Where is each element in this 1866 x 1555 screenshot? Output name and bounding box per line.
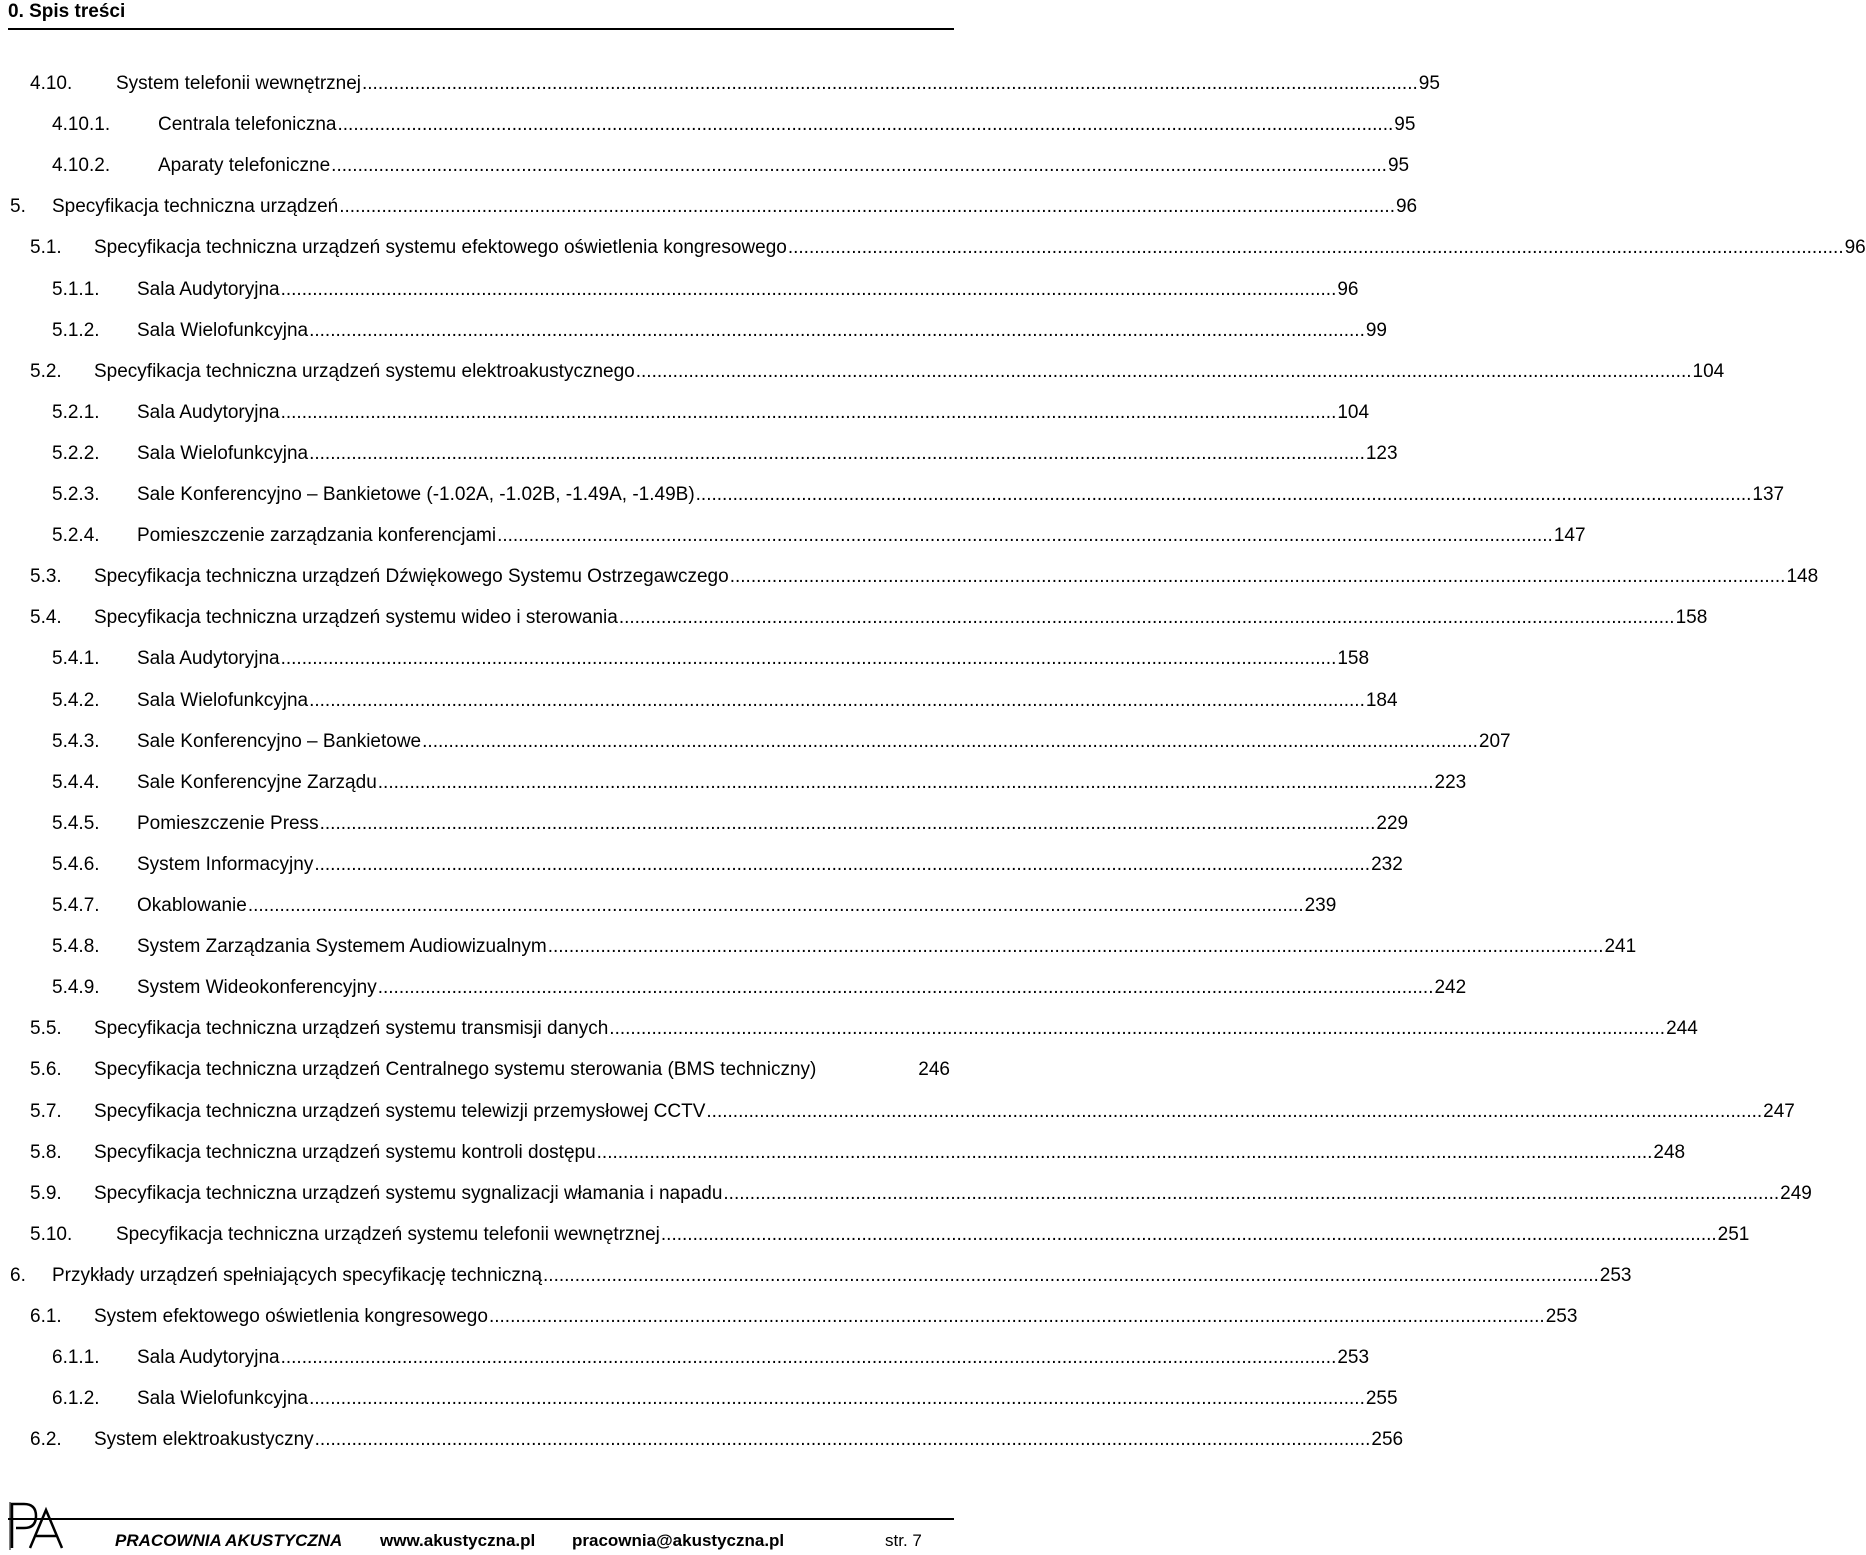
toc-dot-leader: ........................................................................................................................................................................................................ — [497, 525, 1553, 547]
toc-entry-page: 95 — [1394, 114, 1416, 136]
section-title: 0. Spis treści — [8, 1, 126, 22]
toc-entry[interactable] — [0, 1138, 1686, 1168]
toc-entry-title: Aparaty telefoniczne — [158, 155, 331, 177]
toc-entry-title: Specyfikacja techniczna urządzeń systemu telefonii wewnętrznej — [116, 1223, 660, 1245]
toc-entry-title: Sale Konferencyjne Zarządu — [137, 771, 377, 793]
toc-dot-leader: ........................................................................................................................................................................................................ — [488, 1306, 1545, 1327]
toc-entry[interactable] — [0, 439, 1398, 469]
toc-entry-title: Specyfikacja techniczna urządzeń Dźwiękowego Systemu Ostrzegawczego — [94, 566, 729, 588]
toc-entry-number: 5.9. — [30, 1182, 62, 1204]
toc-entry-number: 5.1. — [30, 237, 62, 259]
toc-entry-number: 4.10.2. — [52, 155, 111, 177]
toc-entry-number: 5.4.2. — [52, 689, 100, 711]
toc-entry[interactable] — [0, 480, 1785, 510]
toc-dot-leader: ........................................................................................................................................................................................................ — [787, 237, 1844, 259]
toc-entry[interactable] — [0, 1261, 1632, 1291]
toc-entry-page: 255 — [1365, 1388, 1398, 1410]
pa-logo-icon — [6, 1496, 76, 1552]
toc-entry-title: Specyfikacja techniczna urządzeń systemu elektroakustycznego — [94, 360, 635, 382]
toc-entry-title: Sala Audytoryjna — [137, 278, 280, 300]
toc-entry[interactable] — [0, 644, 1370, 674]
toc-entry-title: Sala Audytoryjna — [137, 648, 280, 670]
toc-entry-number: 5.4.1. — [52, 648, 100, 670]
toc-entry[interactable] — [0, 768, 1467, 798]
toc-entry-page: 241 — [1604, 936, 1637, 958]
toc-dot-leader: ........................................................................................................................................................................................................ — [280, 401, 1337, 423]
toc-dot-leader: ........................................................................................................................................................................................................ — [309, 442, 1365, 464]
toc-dot-leader: ........................................................................................................................................................................................................ — [309, 319, 1365, 341]
toc-entry-number: 5.4.4. — [52, 771, 100, 793]
toc-entry-title: System efektowego oświetlenia kongresowego — [94, 1306, 488, 1327]
toc-dot-leader: ........................................................................................................................................................................................................ — [314, 1429, 1371, 1451]
toc-entry-title: Specyfikacja techniczna urządzeń — [52, 196, 339, 218]
toc-entry-title: Specyfikacja techniczna urządzeń systemu efektowego oświetlenia kongresowego — [94, 237, 787, 259]
toc-entry-title: Sala Wielofunkcyjna — [137, 319, 309, 341]
toc-entry-number: 4.10. — [30, 73, 73, 94]
toc-dot-leader: ........................................................................................................................................................................................................ — [422, 730, 1478, 752]
toc-dot-leader: ........................................................................................................................................................................................................ — [609, 1018, 1666, 1040]
toc-entry[interactable] — [0, 521, 1586, 551]
toc-entry[interactable] — [0, 1179, 1812, 1209]
toc-entry-number: 5.1.2. — [52, 319, 100, 341]
toc-entry-page: 95 — [1418, 73, 1440, 94]
toc-dot-leader: ........................................................................................................................................................................................................ — [729, 566, 1786, 588]
toc-entry[interactable] — [0, 316, 1387, 346]
toc-entry-page: 96 — [1844, 237, 1866, 259]
toc-entry-page: 104 — [1692, 360, 1725, 382]
footer-divider — [8, 1518, 954, 1520]
toc-dot-leader: ........................................................................................................................................................................................................ — [635, 360, 1692, 382]
toc-entry-page: 137 — [1752, 484, 1785, 505]
toc-entry-number: 5.2.3. — [52, 484, 100, 505]
toc-entry-page: 207 — [1478, 730, 1511, 752]
toc-dot-leader: ........................................................................................................................................................................................................ — [309, 689, 1365, 711]
toc-entry[interactable] — [0, 275, 1359, 305]
toc-entry-number: 5.10. — [30, 1223, 73, 1245]
toc-entry-title: Specyfikacja techniczna urządzeń systemu kontroli dostępu — [94, 1141, 596, 1163]
toc-entry-number: 5.6. — [30, 1059, 62, 1081]
toc-entry[interactable] — [0, 192, 1418, 222]
toc-entry-page: 158 — [1675, 607, 1708, 629]
toc-dot-leader: ........................................................................................................................................................................................................ — [547, 936, 1604, 958]
toc-dot-leader: ........................................................................................................................................................................................................ — [331, 155, 1387, 177]
toc-entry-number: 5.1.1. — [52, 278, 100, 300]
toc-entry-number: 6. — [10, 1264, 26, 1286]
toc-entry-page: 246 — [918, 1059, 950, 1081]
toc-entry-number: 5.4.7. — [52, 895, 100, 916]
toc-entry-page: 256 — [1371, 1429, 1404, 1451]
footer-website-link[interactable]: www.akustyczna.pl — [380, 1531, 536, 1550]
toc-entry-number: 5.4.6. — [52, 853, 100, 875]
toc-dot-leader — [817, 1055, 917, 1085]
toc-entry[interactable] — [0, 603, 1708, 633]
toc-entry-title: Specyfikacja techniczna urządzeń systemu telewizji przemysłowej CCTV — [94, 1100, 706, 1122]
toc-entry-title: Sala Wielofunkcyjna — [137, 442, 309, 464]
toc-entry-number: 5.2.1. — [52, 401, 100, 423]
footer-brand: PRACOWNIA AKUSTYCZNA — [115, 1531, 343, 1550]
toc-entry-page: 253 — [1337, 1347, 1370, 1369]
toc-entry[interactable] — [0, 973, 1467, 1003]
toc-entry-page: 223 — [1434, 771, 1467, 793]
toc-dot-leader: ........................................................................................................................................................................................................ — [337, 114, 1394, 136]
toc-entry-page: 147 — [1553, 525, 1586, 547]
toc-entry-page: 229 — [1376, 812, 1409, 834]
toc-entry-number: 5.4.5. — [52, 812, 100, 834]
toc-dot-leader: ........................................................................................................................................................................................................ — [280, 278, 1337, 300]
toc-entry[interactable] — [0, 1302, 1578, 1332]
footer-email-link[interactable]: pracownia@akustyczna.pl — [572, 1531, 785, 1550]
toc-entry[interactable] — [0, 891, 1337, 921]
toc-entry-page: 184 — [1365, 689, 1398, 711]
toc-dot-leader: ........................................................................................................................................................................................................ — [339, 196, 1395, 218]
toc-entry[interactable] — [0, 1220, 1750, 1250]
toc-entry[interactable] — [0, 69, 1440, 99]
toc-entry-title: System Wideokonferencyjny — [137, 977, 377, 999]
toc-entry[interactable] — [0, 1343, 1370, 1373]
toc-entry-title: Okablowanie — [137, 895, 247, 916]
page-number: str. 7 — [885, 1531, 922, 1550]
toc-entry[interactable] — [0, 1097, 1795, 1127]
toc-entry-title: System Zarządzania Systemem Audiowizualnym — [137, 936, 547, 958]
toc-entry-number: 5.4.8. — [52, 936, 100, 958]
toc-entry-title: Sale Konferencyjno – Bankietowe — [137, 730, 422, 752]
toc-entry-page: 99 — [1365, 319, 1387, 341]
toc-entry[interactable] — [0, 850, 1403, 880]
toc-entry-number: 5.7. — [30, 1100, 62, 1122]
toc-dot-leader: ........................................................................................................................................................................................................ — [706, 1100, 1763, 1122]
toc-dot-leader: ........................................................................................................................................................................................................ — [280, 1347, 1337, 1369]
toc-entry-page: 123 — [1365, 442, 1398, 464]
toc-dot-leader: ........................................................................................................................................................................................................ — [596, 1141, 1653, 1163]
toc-dot-leader: ........................................................................................................................................................................................................ — [618, 607, 1675, 629]
toc-entry-number: 5.3. — [30, 566, 62, 588]
toc-entry-number: 6.1.1. — [52, 1347, 100, 1369]
toc-entry[interactable] — [0, 357, 1725, 387]
toc-entry[interactable] — [0, 1425, 1404, 1455]
toc-entry[interactable] — [0, 1014, 1698, 1044]
toc-entry-page: 247 — [1763, 1100, 1795, 1122]
toc-entry[interactable] — [0, 110, 1416, 140]
toc-dot-leader: ........................................................................................................................................................................................................ — [695, 484, 1752, 505]
toc-entry[interactable] — [0, 1055, 960, 1085]
toc-entry[interactable] — [0, 151, 1410, 181]
toc-entry[interactable] — [0, 233, 1866, 263]
toc-entry-title: System telefonii wewnętrznej — [116, 73, 361, 94]
toc-entry-number: 5.2. — [30, 360, 62, 382]
toc-entry-page: 239 — [1304, 895, 1337, 916]
toc-entry-title: Specyfikacja techniczna urządzeń systemu wideo i sterowania — [94, 607, 618, 629]
toc-entry-number: 5.4.9. — [52, 977, 100, 999]
toc-entry-title: Pomieszczenie zarządzania konferencjami — [137, 525, 497, 547]
toc-entry-number: 6.2. — [30, 1429, 62, 1451]
toc-dot-leader: ........................................................................................................................................................................................................ — [543, 1264, 1599, 1286]
toc-entry-title: System Informacyjny — [137, 853, 314, 875]
toc-dot-leader: ........................................................................................................................................................................................................ — [377, 771, 1434, 793]
page-header — [0, 0, 960, 34]
toc-entry-title: Sala Wielofunkcyjna — [137, 1388, 309, 1410]
header-divider — [8, 28, 954, 30]
toc-entry-number: 5.2.2. — [52, 442, 100, 464]
toc-entry-number: 5. — [10, 196, 26, 218]
toc-entry[interactable] — [0, 1384, 1398, 1414]
toc-dot-leader: ........................................................................................................................................................................................................ — [309, 1388, 1365, 1410]
toc-entry-page: 248 — [1653, 1141, 1686, 1163]
toc-entry-number: 6.1.2. — [52, 1388, 100, 1410]
toc-entry-page: 95 — [1387, 155, 1410, 177]
toc-dot-leader: ........................................................................................................................................................................................................ — [362, 73, 1418, 94]
toc-entry-number: 5.2.4. — [52, 525, 100, 547]
toc-entry-title: Sala Audytoryjna — [137, 1347, 280, 1369]
toc-entry-title: Centrala telefoniczna — [158, 114, 337, 136]
toc-entry[interactable] — [0, 398, 1370, 428]
toc-entry-page: 249 — [1780, 1182, 1812, 1204]
toc-entry-title: Sale Konferencyjno – Bankietowe (-1.02A, -1.02B, -1.49A, -1.49B) — [137, 484, 695, 505]
toc-entry[interactable] — [0, 809, 1409, 839]
page-footer — [0, 1490, 960, 1555]
toc-entry-title: Specyfikacja techniczna urządzeń systemu sygnalizacji włamania i napadu — [94, 1182, 723, 1204]
toc-entry-number: 4.10.1. — [52, 114, 111, 136]
toc-entry-title: Pomieszczenie Press — [137, 812, 319, 834]
toc-entry-number: 5.4.3. — [52, 730, 100, 752]
toc-entry-title: System elektroakustyczny — [94, 1429, 314, 1451]
toc-entry-title: Sala Wielofunkcyjna — [137, 689, 309, 711]
toc-entry-title: Przykłady urządzeń spełniających specyfikację techniczną — [52, 1264, 543, 1286]
toc-entry-title: Sala Audytoryjna — [137, 401, 280, 423]
toc-entry-title: Specyfikacja techniczna urządzeń systemu transmisji danych — [94, 1018, 609, 1040]
toc-dot-leader: ........................................................................................................................................................................................................ — [377, 977, 1434, 999]
toc-entry[interactable] — [0, 727, 1511, 757]
toc-entry-page: 96 — [1395, 196, 1418, 218]
toc-entry-number: 6.1. — [30, 1306, 62, 1327]
toc-entry-page: 242 — [1434, 977, 1467, 999]
toc-entry-page: 104 — [1337, 401, 1370, 423]
toc-dot-leader: ........................................................................................................................................................................................................ — [314, 853, 1371, 875]
toc-entry[interactable] — [0, 562, 1819, 592]
toc-dot-leader: ........................................................................................................................................................................................................ — [660, 1223, 1717, 1245]
toc-entry-number: 5.4. — [30, 607, 62, 629]
toc-entry-number: 5.8. — [30, 1141, 62, 1163]
toc-entry-page: 96 — [1337, 278, 1359, 300]
toc-entry-page: 253 — [1545, 1306, 1578, 1327]
toc-entry-title: Specyfikacja techniczna urządzeń Centralnego systemu sterowania (BMS techniczny) — [94, 1059, 817, 1081]
toc-dot-leader: ........................................................................................................................................................................................................ — [319, 812, 1376, 834]
toc-entry-page: 148 — [1786, 566, 1819, 588]
toc-entry-page: 253 — [1599, 1264, 1632, 1286]
toc-entry-page: 232 — [1371, 853, 1403, 875]
toc-dot-leader: ........................................................................................................................................................................................................ — [723, 1182, 1780, 1204]
toc-entry-page: 251 — [1717, 1223, 1750, 1245]
toc-dot-leader: ........................................................................................................................................................................................................ — [247, 895, 1304, 916]
toc-entry[interactable] — [0, 932, 1637, 962]
toc-entry-number: 5.5. — [30, 1018, 62, 1040]
toc-entry[interactable] — [0, 686, 1398, 716]
toc-entry-page: 158 — [1337, 648, 1370, 670]
toc-entry-page: 244 — [1666, 1018, 1698, 1040]
toc-dot-leader: ........................................................................................................................................................................................................ — [280, 648, 1337, 670]
